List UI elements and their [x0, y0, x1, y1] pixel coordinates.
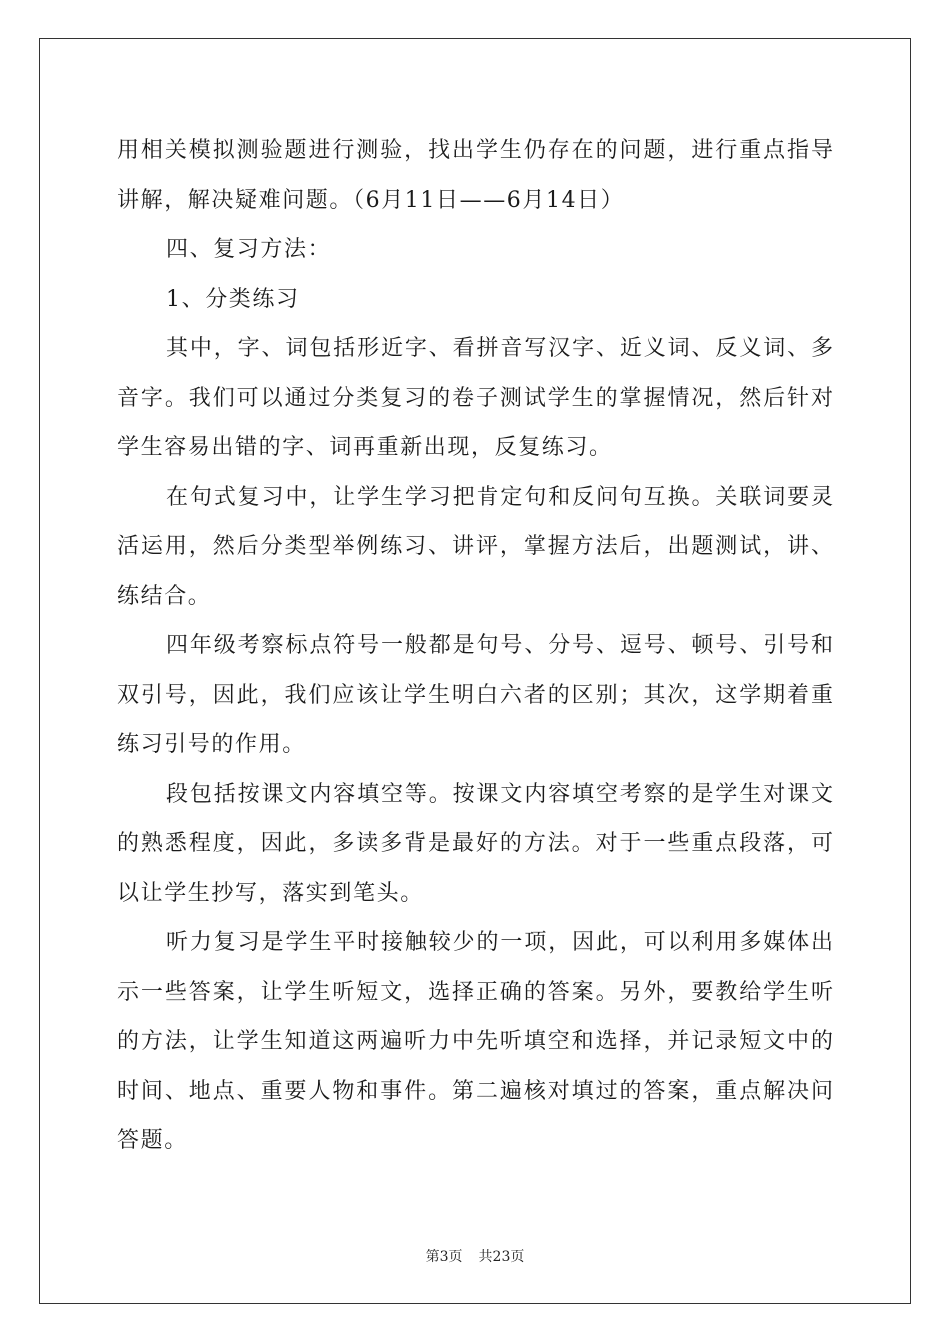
text-line: 示一些答案，让学生听短文，选择正确的答案。另外，要教给学生听: [117, 979, 833, 1005]
text-line: 四年级考察标点符号一般都是句号、分号、逗号、顿号、引号和: [166, 633, 833, 658]
text-line: 音字。我们可以通过分类复习的卷子测试学生的掌握情况，然后针对: [117, 385, 833, 411]
text-line: 在句式复习中，让学生学习把肯定句和反问句互换。关联词要灵: [166, 484, 833, 510]
text-line: 时间、地点、重要人物和事件。第二遍核对填过的答案，重点解决问: [117, 1078, 833, 1104]
text-line: 用相关模拟测验题进行测验，找出学生仍存在的问题，进行重点指导: [117, 138, 833, 163]
page-number: 第3页: [425, 1249, 463, 1265]
text-line: 以让学生抄写，落实到笔头。: [117, 880, 424, 906]
text-line: 其中，字、词包括形近字、看拼音写汉字、近义词、反义词、多: [166, 336, 833, 361]
text-line: 的熟悉程度，因此，多读多背是最好的方法。对于一些重点段落，可: [117, 831, 833, 856]
text-line: 的方法，让学生知道这两遍听力中先听填空和选择，并记录短文中的: [117, 1029, 833, 1054]
text-line: 讲解，解决疑难问题。（6月11日——6月14日）: [117, 187, 625, 213]
document-body: [117, 126, 833, 1166]
text-line: 双引号，因此，我们应该让学生明白六者的区别；其次，这学期着重: [117, 682, 833, 708]
text-line: 活运用，然后分类型举例练习、讲评，掌握方法后，出题测试，讲、: [117, 534, 833, 559]
section-heading: 四、复习方法：: [166, 237, 332, 262]
text-line: 练结合。: [117, 583, 212, 609]
subsection-heading: 1、分类练习: [166, 286, 300, 312]
text-line: 练习引号的作用。: [117, 732, 306, 757]
text-line: 听力复习是学生平时接触较少的一项，因此，可以利用多媒体出: [166, 930, 833, 955]
page-footer: [0, 1246, 950, 1266]
text-line: 段包括按课文内容填空等。按课文内容填空考察的是学生对课文: [166, 781, 833, 807]
page-total: 共23页: [478, 1249, 525, 1265]
text-line: 学生容易出错的字、词再重新出现，反复练习。: [117, 435, 613, 460]
text-line: 答题。: [117, 1128, 188, 1153]
